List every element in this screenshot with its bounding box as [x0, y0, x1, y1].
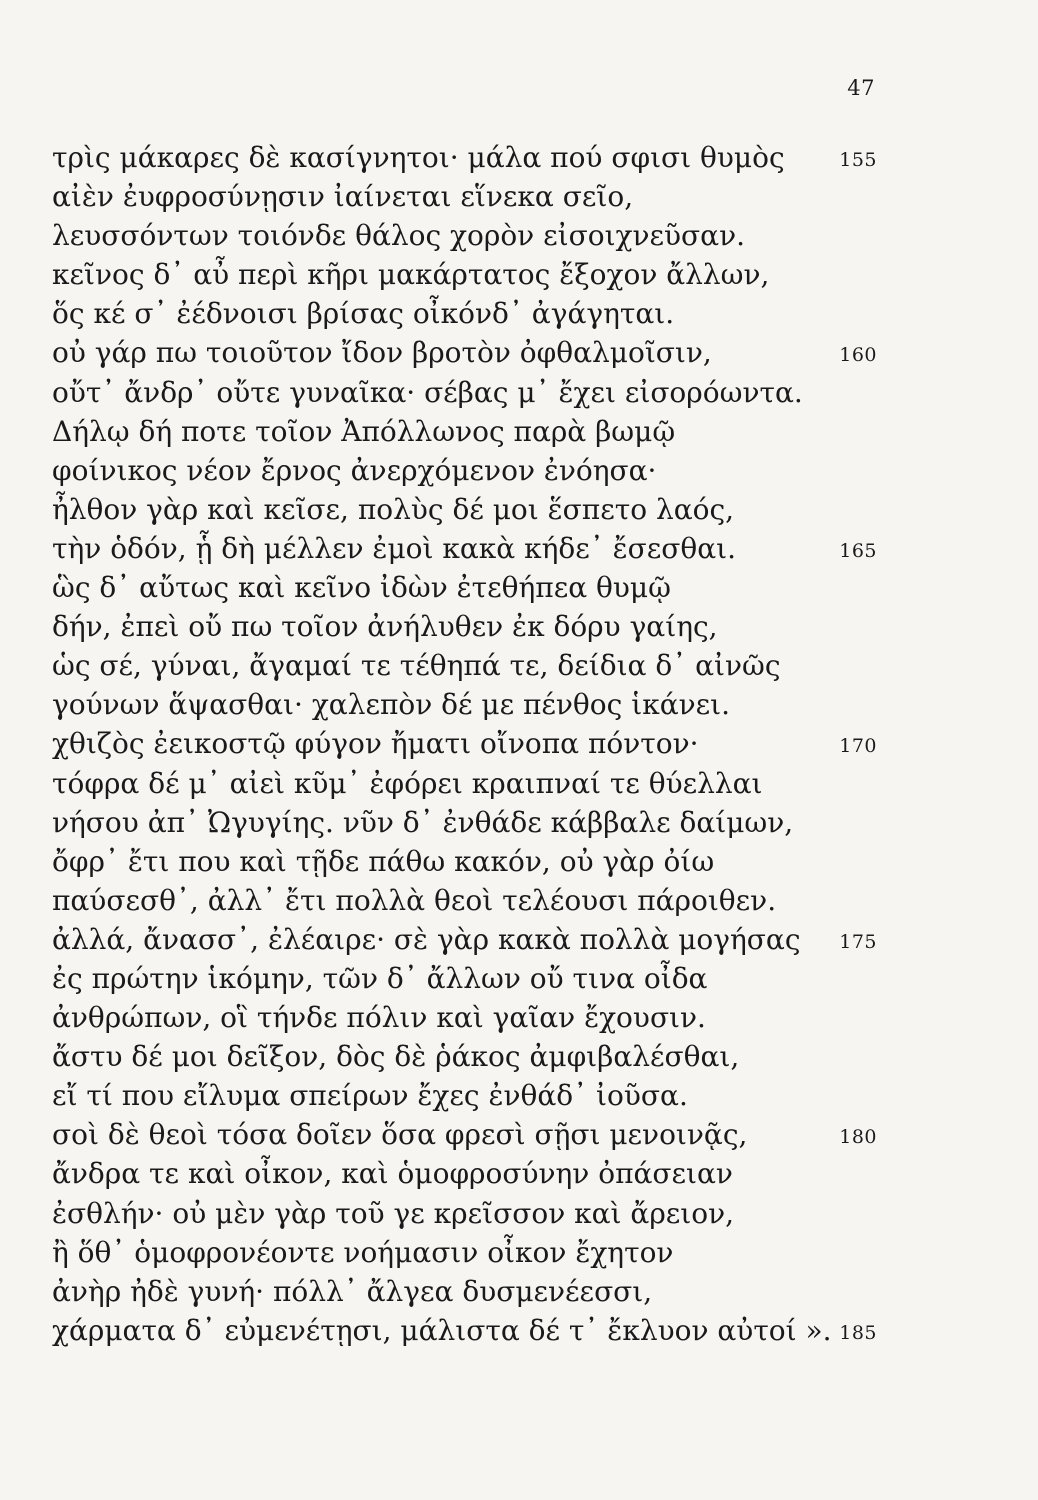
verse-line [52, 1037, 877, 1076]
verse-line [52, 920, 877, 959]
verse-line [52, 724, 877, 763]
verse-line [52, 529, 877, 568]
verse-text: αἰὲν ἐυφροσύνῃσιν ἰαίνεται εἵνεκα σεῖο, [52, 180, 634, 214]
verse-text: παύσεσθ᾽, ἀλλ᾽ ἔτι πολλὰ θεοὶ τελέουσι πάροιθεν. [52, 883, 777, 917]
verse-text: ἐς πρώτην ἱκόμην, τῶν δ᾽ ἄλλων οὔ τινα οἶδα [52, 961, 708, 995]
verse-text: ἀλλά, ἄνασσ᾽, ἐλέαιρε· σὲ γὰρ κακὰ πολλὰ μογήσας [52, 922, 801, 956]
verse-line [52, 685, 877, 724]
verse-text: ἦλθον γὰρ καὶ κεῖσε, πολὺς δέ μοι ἕσπετο λαός, [52, 492, 735, 526]
verse-text: σοὶ δὲ θεοὶ τόσα δοῖεν ὅσα φρεσὶ σῇσι μενοινᾷς, [52, 1118, 748, 1152]
verse-text: τόφρα δέ μ᾽ αἰεὶ κῦμ᾽ ἐφόρει κραιπναί τε θύελλαι [52, 766, 763, 800]
verse-line [52, 1115, 877, 1154]
verse-text: ἀνὴρ ἠδὲ γυνή· πόλλ᾽ ἄλγεα δυσμενέεσσι, [52, 1274, 653, 1308]
verse-text: εἴ τί που εἴλυμα σπείρων ἔχες ἐνθάδ᾽ ἰοῦσα. [52, 1079, 688, 1113]
verse-text: νήσου ἀπ᾽ Ὠγυγίης. νῦν δ᾽ ἐνθάδε κάββαλε δαίμων, [52, 805, 794, 839]
verse-text: οὐ γάρ πω τοιοῦτον ἴδον βροτὸν ὀφθαλμοῖσιν, [52, 336, 712, 370]
page-number: 47 [847, 76, 875, 100]
verse-text: ὄφρ᾽ ἔτι που καὶ τῇδε πάθω κακόν, οὐ γὰρ ὀίω [52, 844, 715, 878]
verse-line [52, 255, 877, 294]
verse-text: οὔτ᾽ ἄνδρ᾽ οὔτε γυναῖκα· σέβας μ᾽ ἔχει εἰσορόωντα. [52, 375, 803, 409]
verse-line [52, 959, 877, 998]
verse-text: ὅς κέ σ᾽ ἐέδνοισι βρίσας οἶκόνδ᾽ ἀγάγηται. [52, 297, 675, 331]
verse-text: λευσσόντων τοιόνδε θάλος χορὸν εἰσοιχνεῦσαν. [52, 219, 745, 253]
verse-text: χθιζὸς ἐεικοστῷ φύγον ἤματι οἴνοπα πόντον· [52, 727, 699, 761]
verse-text: ἄνδρα τε καὶ οἶκον, καὶ ὁμοφροσύνην ὀπάσειαν [52, 1157, 733, 1191]
verse-text: Δήλῳ δή ποτε τοῖον Ἀπόλλωνος παρὰ βωμῷ [52, 414, 676, 448]
verse-line [52, 373, 877, 412]
verse-line [52, 412, 877, 451]
verse-line [52, 294, 877, 333]
verse-text: ἄστυ δέ μοι δεῖξον, δὸς δὲ ῥάκος ἀμφιβαλέσθαι, [52, 1040, 740, 1074]
verse-line [52, 1154, 877, 1193]
verse-line [52, 1272, 877, 1311]
verse-line [52, 451, 877, 490]
line-number: 170 [839, 735, 877, 758]
verse-line [52, 568, 877, 607]
verse-text: ἢ ὅθ᾽ ὁμοφρονέοντε νοήμασιν οἶκον ἔχητον [52, 1235, 674, 1269]
verse-line [52, 842, 877, 881]
verse-line [52, 216, 877, 255]
verse-line [52, 1311, 877, 1350]
verse-text: τὴν ὁδόν, ᾗ δὴ μέλλεν ἐμοὶ κακὰ κήδε᾽ ἔσεσθαι. [52, 531, 737, 565]
verse-line [52, 646, 877, 685]
line-number: 180 [839, 1126, 877, 1149]
verse-text: ὡς σέ, γύναι, ἄγαμαί τε τέθηπά τε, δείδια δ᾽ αἰνῶς [52, 649, 781, 683]
verse-line [52, 333, 877, 372]
verse-line [52, 177, 877, 216]
verse-line [52, 764, 877, 803]
verse-text: φοίνικος νέον ἔρνος ἀνερχόμενον ἐνόησα· [52, 453, 657, 487]
verse-line [52, 1233, 877, 1272]
verse-text: ὣς δ᾽ αὔτως καὶ κεῖνο ἰδὼν ἐτεθήπεα θυμῷ [52, 571, 671, 605]
verse-line [52, 1076, 877, 1115]
verse-text: ἐσθλήν· οὐ μὲν γὰρ τοῦ γε κρεῖσσον καὶ ἄρειον, [52, 1196, 735, 1230]
verse-text: χάρματα δ᾽ εὐμενέτῃσι, μάλιστα δέ τ᾽ ἔκλυον αὐτοί ». [52, 1313, 832, 1347]
line-number: 155 [839, 149, 877, 171]
verse-line [52, 998, 877, 1037]
line-number: 175 [839, 930, 877, 953]
verse-text: τρὶς μάκαρες δὲ κασίγνητοι· μάλα πού σφισι θυμὸς [52, 141, 785, 174]
verse-text: ἀνθρώπων, οἳ τήνδε πόλιν καὶ γαῖαν ἔχουσιν. [52, 1001, 706, 1035]
verse-text: γούνων ἅψασθαι· χαλεπὸν δέ με πένθος ἱκάνει. [52, 688, 731, 722]
line-number: 165 [839, 539, 877, 562]
line-number: 160 [839, 344, 877, 367]
line-number: 185 [839, 1321, 877, 1344]
verse-block [52, 138, 877, 1350]
verse-line [52, 803, 877, 842]
verse-text: κεῖνος δ᾽ αὖ περὶ κῆρι μακάρτατος ἔξοχον ἄλλων, [52, 258, 770, 292]
verse-line [52, 881, 877, 920]
verse-line [52, 1194, 877, 1233]
verse-line [52, 490, 877, 529]
verse-line [52, 607, 877, 646]
verse-text: δήν, ἐπεὶ οὔ πω τοῖον ἀνήλυθεν ἐκ δόρυ γαίης, [52, 610, 718, 644]
verse-line [52, 138, 877, 177]
